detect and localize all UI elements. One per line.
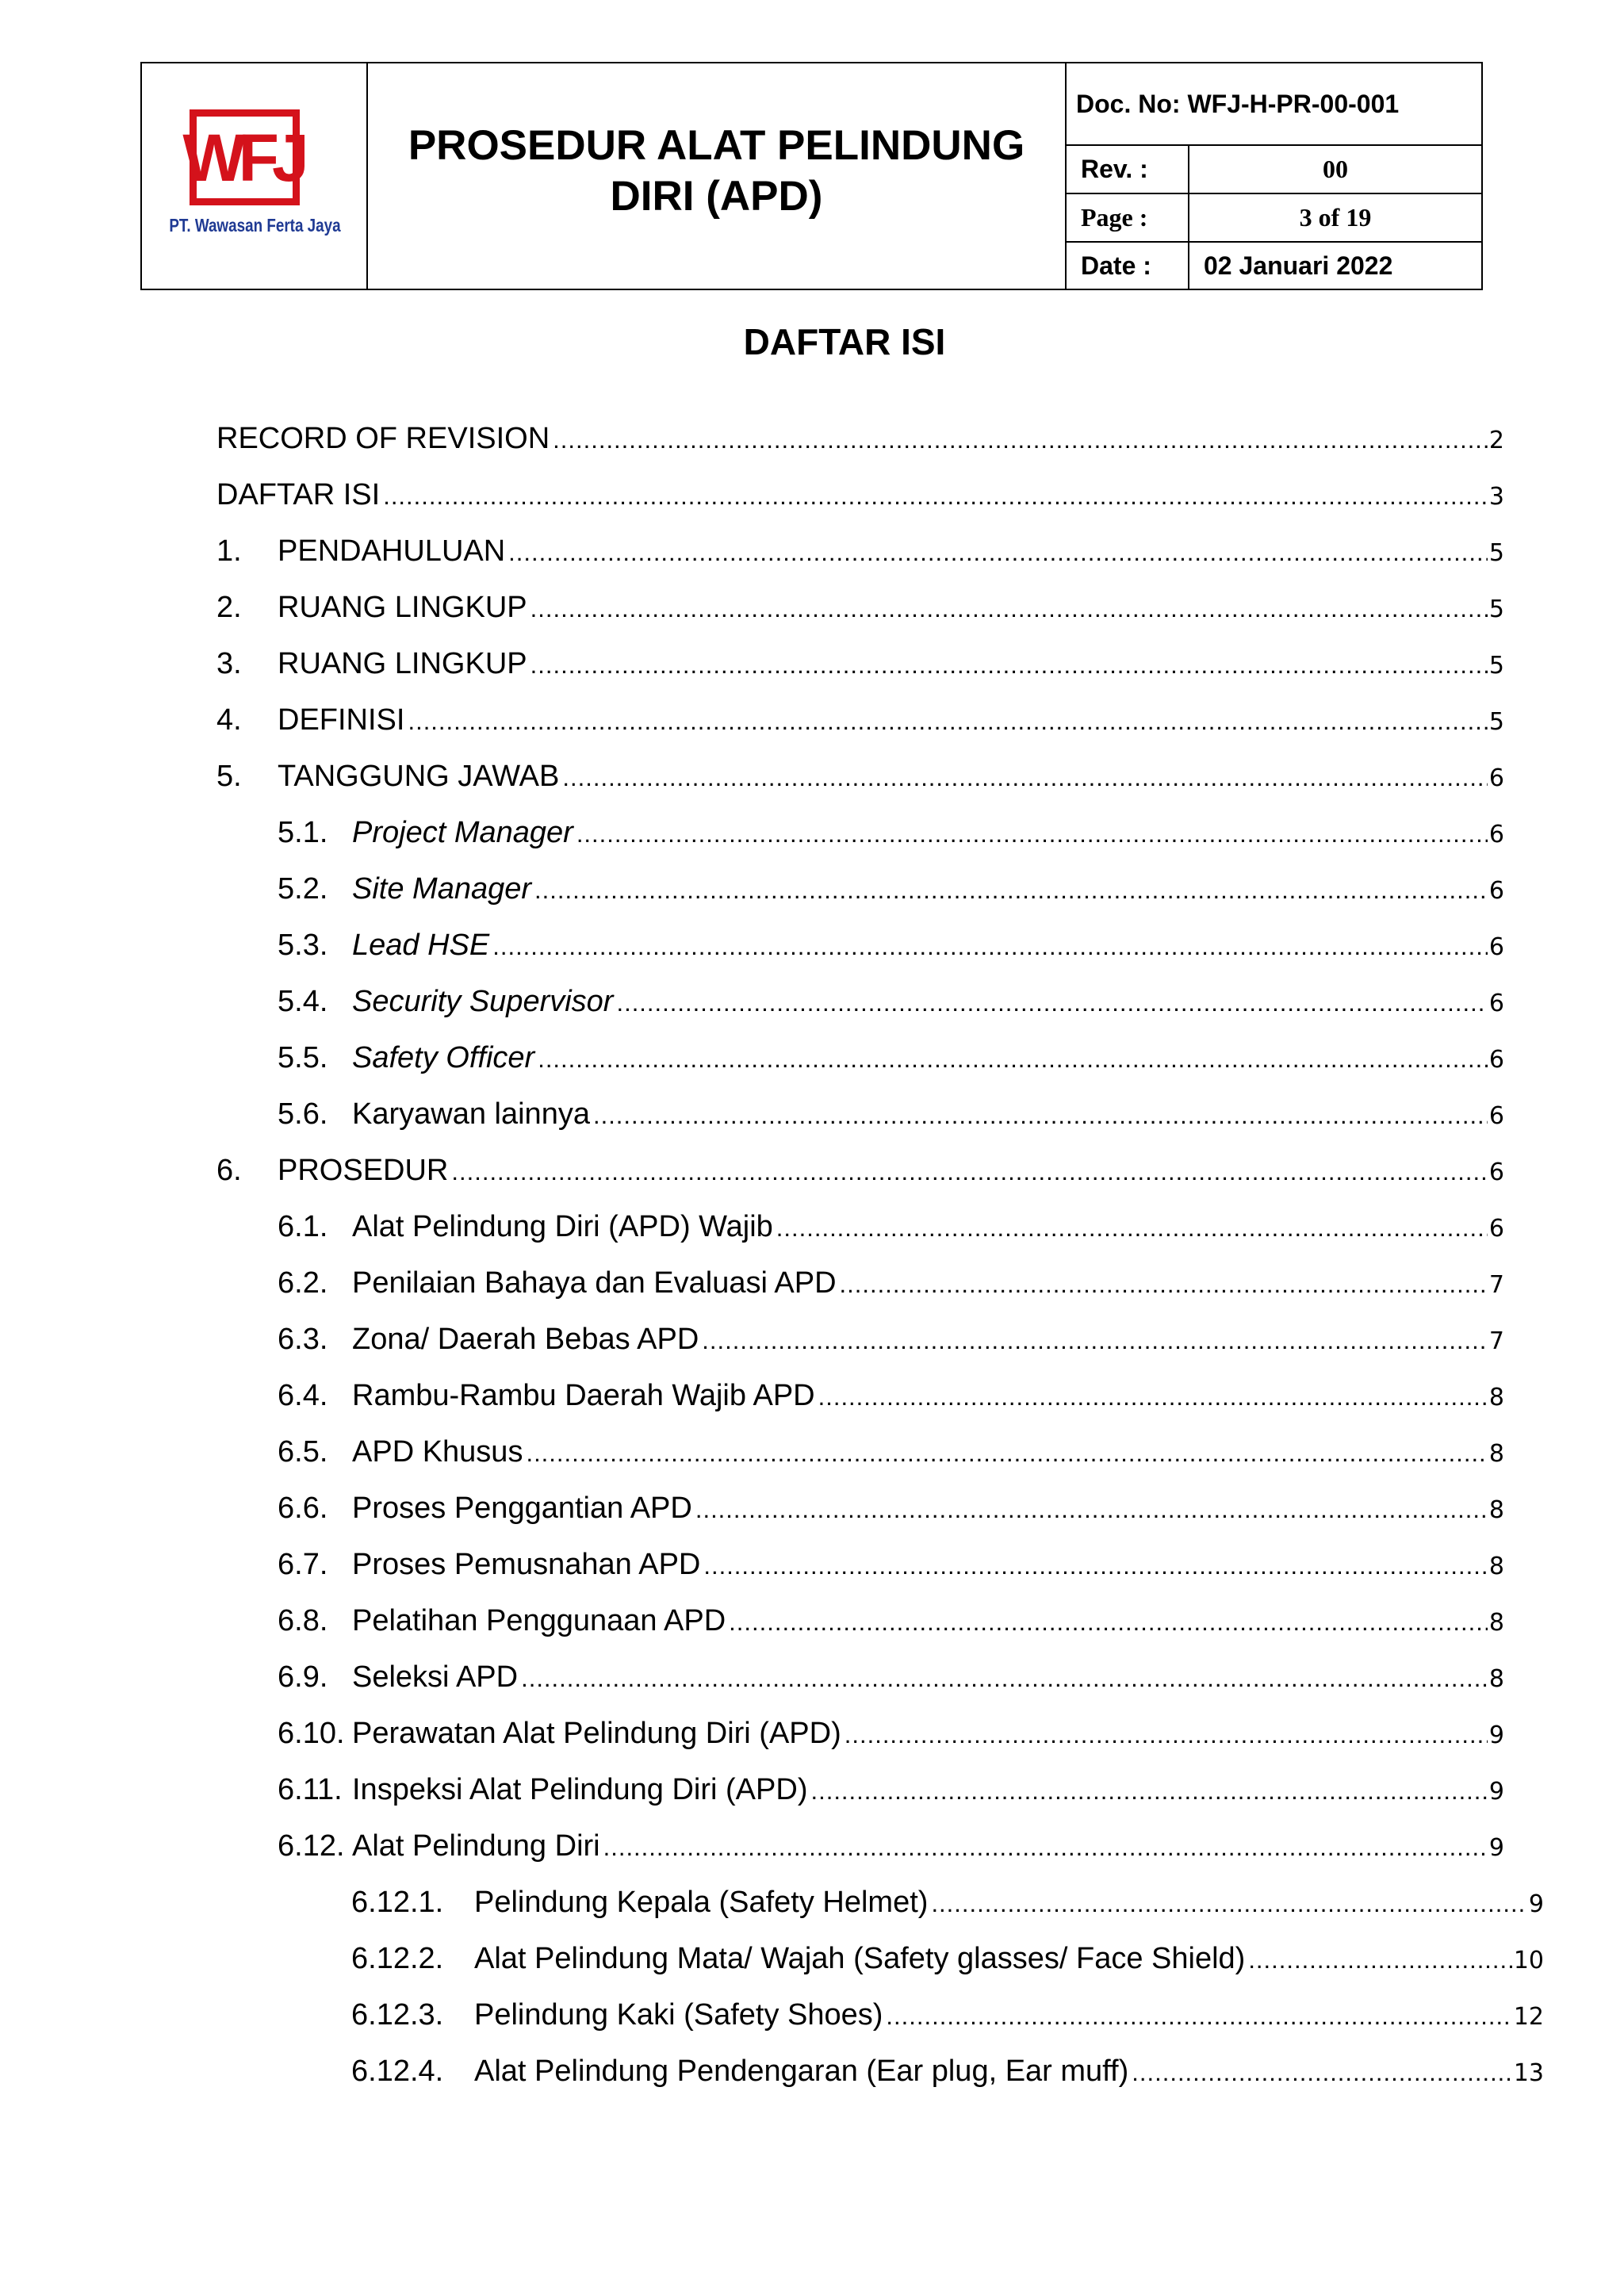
toc-entry-number: 3.	[216, 647, 242, 680]
toc-entry-title: RECORD OF REVISION	[216, 422, 550, 455]
toc-entry-title: APD Khusus	[352, 1435, 523, 1469]
date-value: 02 Januari 2022	[1204, 251, 1393, 280]
toc-page-number: 6	[1488, 1158, 1504, 1186]
toc-entry[interactable]	[216, 647, 1504, 687]
toc-entry-title: DEFINISI	[278, 703, 405, 737]
toc-page-number: 6	[1488, 1102, 1504, 1130]
toc-dot-leader	[408, 707, 1487, 736]
toc-entry-title: Lead HSE	[352, 929, 490, 962]
revision-label: Rev. :	[1067, 146, 1189, 193]
toc-page-number: 5	[1488, 596, 1504, 623]
toc-entry-number: 2.	[216, 591, 242, 624]
toc-entry-number: 6.4.	[278, 1379, 328, 1412]
toc-dot-leader	[603, 1833, 1488, 1862]
toc-page-number: 6	[1488, 1215, 1504, 1243]
toc-entry[interactable]	[216, 422, 1504, 461]
toc-entry[interactable]	[216, 703, 1504, 743]
toc-entry[interactable]	[278, 1210, 1504, 1250]
toc-entry-title: Safety Officer	[352, 1041, 535, 1074]
toc-entry-title: Alat Pelindung Diri (APD) Wajib	[352, 1210, 773, 1243]
toc-page-number: 6	[1488, 990, 1504, 1017]
toc-entry-number: 6.12.3.	[351, 1998, 444, 2032]
toc-entry-number: 6.5.	[278, 1435, 328, 1469]
toc-dot-leader	[703, 1552, 1488, 1580]
toc-page-number: 7	[1488, 1327, 1504, 1355]
toc-dot-leader	[1132, 2058, 1512, 2087]
toc-entry-title: Inspeksi Alat Pelindung Diri (APD)	[352, 1773, 808, 1806]
toc-dot-leader	[1248, 1946, 1512, 1974]
toc-dot-leader	[383, 482, 1488, 511]
toc-dot-leader	[729, 1608, 1488, 1637]
toc-entry-number: 6.11.	[278, 1773, 343, 1806]
toc-entry-number: 1.	[216, 534, 242, 568]
toc-entry[interactable]	[278, 1379, 1504, 1419]
toc-dot-leader	[818, 1383, 1488, 1411]
toc-dot-leader	[538, 1045, 1488, 1074]
toc-entry-title: Proses Pemusnahan APD	[352, 1548, 701, 1581]
toc-entry[interactable]	[216, 591, 1504, 630]
toc-entry[interactable]	[278, 1323, 1504, 1362]
toc-dot-leader	[845, 1721, 1488, 1749]
toc-entry-title: Rambu-Rambu Daerah Wajib APD	[352, 1379, 815, 1412]
toc-page-number: 8	[1488, 1609, 1504, 1637]
toc-entry-title: Pelindung Kepala (Safety Helmet)	[474, 1886, 929, 1919]
toc-entry-title: Zona/ Daerah Bebas APD	[352, 1323, 699, 1356]
toc-dot-leader	[810, 1777, 1487, 1806]
toc-page-number: 6	[1488, 764, 1504, 792]
toc-entry[interactable]	[278, 816, 1504, 856]
toc-entry-title: Pelatihan Penggunaan APD	[352, 1604, 726, 1637]
toc-entry[interactable]	[278, 1604, 1504, 1644]
toc-page-number: 5	[1488, 539, 1504, 567]
toc-entry-title: Security Supervisor	[352, 985, 614, 1018]
toc-dot-leader	[553, 426, 1488, 454]
toc-entry[interactable]	[278, 1266, 1504, 1306]
toc-entry[interactable]	[278, 1829, 1504, 1869]
toc-entry-number: 6.12.4.	[351, 2055, 444, 2088]
toc-entry-title: Karyawan lainnya	[352, 1097, 590, 1131]
toc-entry-number: 6.10.	[278, 1717, 345, 1750]
toc-page-number: 8	[1488, 1553, 1504, 1580]
toc-entry-number: 4.	[216, 703, 242, 737]
page-label: Page :	[1067, 194, 1189, 241]
document-title-line-2: DIRI (APD)	[610, 173, 823, 220]
toc-page-number: 6	[1488, 1046, 1504, 1074]
toc-dot-leader	[593, 1101, 1488, 1130]
page-value: 3 of 19	[1299, 203, 1372, 232]
toc-entry[interactable]	[278, 1548, 1504, 1587]
toc-page-number: 8	[1488, 1665, 1504, 1693]
toc-entry[interactable]	[351, 1886, 1544, 1925]
toc-page-number: 5	[1488, 652, 1504, 680]
toc-entry[interactable]	[278, 1041, 1504, 1081]
toc-entry[interactable]	[216, 478, 1504, 518]
toc-page-number: 5	[1488, 708, 1504, 736]
toc-dot-leader	[576, 820, 1488, 848]
toc-entry-title: Project Manager	[352, 816, 573, 849]
toc-page-number: 9	[1528, 1890, 1544, 1918]
logo-text: WFJ	[182, 120, 302, 195]
toc-page-number: 3	[1488, 483, 1504, 511]
toc-page-number: 12	[1513, 2003, 1544, 2031]
toc-entry-number: 6.7.	[278, 1548, 328, 1581]
toc-entry-number: 6.	[216, 1154, 242, 1187]
toc-entry-title: RUANG LINGKUP	[278, 591, 527, 624]
toc-page-number: 8	[1488, 1440, 1504, 1468]
toc-dot-leader	[492, 933, 1488, 961]
toc-page-number: 6	[1488, 877, 1504, 905]
toc-dot-leader	[508, 538, 1488, 567]
toc-entry-title: Site Manager	[352, 872, 532, 906]
toc-dot-leader	[931, 1890, 1526, 1918]
toc-dot-leader	[702, 1327, 1488, 1355]
toc-entry-number: 6.1.	[278, 1210, 328, 1243]
revision-value: 00	[1323, 155, 1348, 183]
toc-dot-leader	[526, 1439, 1487, 1468]
toc-heading: DAFTAR ISI	[743, 321, 946, 362]
toc-entry[interactable]	[278, 1492, 1504, 1531]
toc-page-number: 8	[1488, 1384, 1504, 1411]
toc-entry[interactable]	[351, 1998, 1544, 2038]
toc-entry-title: PROSEDUR	[278, 1154, 449, 1187]
toc-entry-number: 5.6.	[278, 1097, 328, 1131]
toc-page-number: 6	[1488, 933, 1504, 961]
toc-entry-number: 5.2.	[278, 872, 328, 906]
toc-entry-title: Seleksi APD	[352, 1660, 519, 1694]
toc-entry[interactable]	[278, 1097, 1504, 1137]
toc-entry-number: 6.12.	[278, 1829, 345, 1863]
toc-dot-leader	[776, 1214, 1488, 1243]
toc-entry-number: 6.12.2.	[351, 1942, 444, 1975]
toc-entry-title: RUANG LINGKUP	[278, 647, 527, 680]
toc-entry[interactable]	[278, 1717, 1504, 1756]
toc-entry[interactable]	[278, 1435, 1504, 1475]
toc-entry[interactable]	[216, 760, 1504, 799]
toc-entry[interactable]	[278, 1773, 1504, 1813]
toc-page-number: 9	[1488, 1834, 1504, 1862]
toc-page-number: 13	[1513, 2059, 1544, 2087]
doc-number: Doc. No: WFJ-H-PR-00-001	[1067, 63, 1481, 146]
toc-dot-leader	[521, 1664, 1488, 1693]
company-name: PT. Wawasan Ferta Jaya	[169, 215, 341, 236]
toc-entry-number: 6.3.	[278, 1323, 328, 1356]
toc-entry-title: Proses Penggantian APD	[352, 1492, 692, 1525]
toc-dot-leader	[530, 651, 1488, 680]
toc-page-number: 10	[1513, 1947, 1544, 1974]
toc-page-number: 9	[1488, 1721, 1504, 1749]
toc-dot-leader	[562, 764, 1488, 792]
toc-dot-leader	[695, 1496, 1488, 1524]
toc-page-number: 9	[1488, 1778, 1504, 1806]
toc-dot-leader	[886, 2002, 1511, 2031]
toc-entry-number: 5.1.	[278, 816, 328, 849]
toc-entry[interactable]	[278, 985, 1504, 1024]
toc-entry-number: 5.4.	[278, 985, 328, 1018]
toc-entry[interactable]	[216, 1154, 1504, 1193]
toc-dot-leader	[840, 1270, 1488, 1299]
date-label: Date :	[1067, 243, 1189, 289]
toc-entry-number: 6.9.	[278, 1660, 328, 1694]
toc-page-number: 8	[1488, 1496, 1504, 1524]
toc-dot-leader	[534, 876, 1488, 905]
toc-entry[interactable]	[278, 872, 1504, 912]
toc-entry[interactable]	[351, 1942, 1544, 1982]
toc-page-number: 6	[1488, 821, 1504, 848]
toc-entry-title: Penilaian Bahaya dan Evaluasi APD	[352, 1266, 837, 1300]
toc-dot-leader	[451, 1158, 1488, 1186]
toc-entry-title: Alat Pelindung Pendengaran (Ear plug, Ear muff)	[474, 2055, 1129, 2088]
document-title-line-1: PROSEDUR ALAT PELINDUNG	[408, 122, 1025, 169]
toc-entry-number: 6.8.	[278, 1604, 328, 1637]
toc-entry-title: Alat Pelindung Mata/ Wajah (Safety glasses/ Face Shield)	[474, 1942, 1246, 1975]
toc-entry-title: PENDAHULUAN	[278, 534, 506, 568]
toc-entry[interactable]	[278, 929, 1504, 968]
toc-entry-title: Alat Pelindung Diri	[352, 1829, 600, 1863]
toc-entry-title: Pelindung Kaki (Safety Shoes)	[474, 1998, 883, 2032]
toc-entry-number: 6.2.	[278, 1266, 328, 1300]
toc-entry-title: Perawatan Alat Pelindung Diri (APD)	[352, 1717, 841, 1750]
toc-entry[interactable]	[278, 1660, 1504, 1700]
toc-dot-leader	[616, 989, 1487, 1017]
toc-entry-number: 5.	[216, 760, 242, 793]
toc-entry-title: DAFTAR ISI	[216, 478, 381, 511]
toc-dot-leader	[530, 595, 1488, 623]
toc-entry-title: TANGGUNG JAWAB	[278, 760, 560, 793]
toc-entry-number: 5.5.	[278, 1041, 328, 1074]
toc-page-number: 2	[1488, 427, 1504, 454]
toc-page-number: 7	[1488, 1271, 1504, 1299]
toc-entry-number: 6.6.	[278, 1492, 328, 1525]
toc-entry[interactable]	[216, 534, 1504, 574]
toc-entry-number: 5.3.	[278, 929, 328, 962]
toc-entry[interactable]	[351, 2055, 1544, 2094]
toc-entry-number: 6.12.1.	[351, 1886, 444, 1919]
